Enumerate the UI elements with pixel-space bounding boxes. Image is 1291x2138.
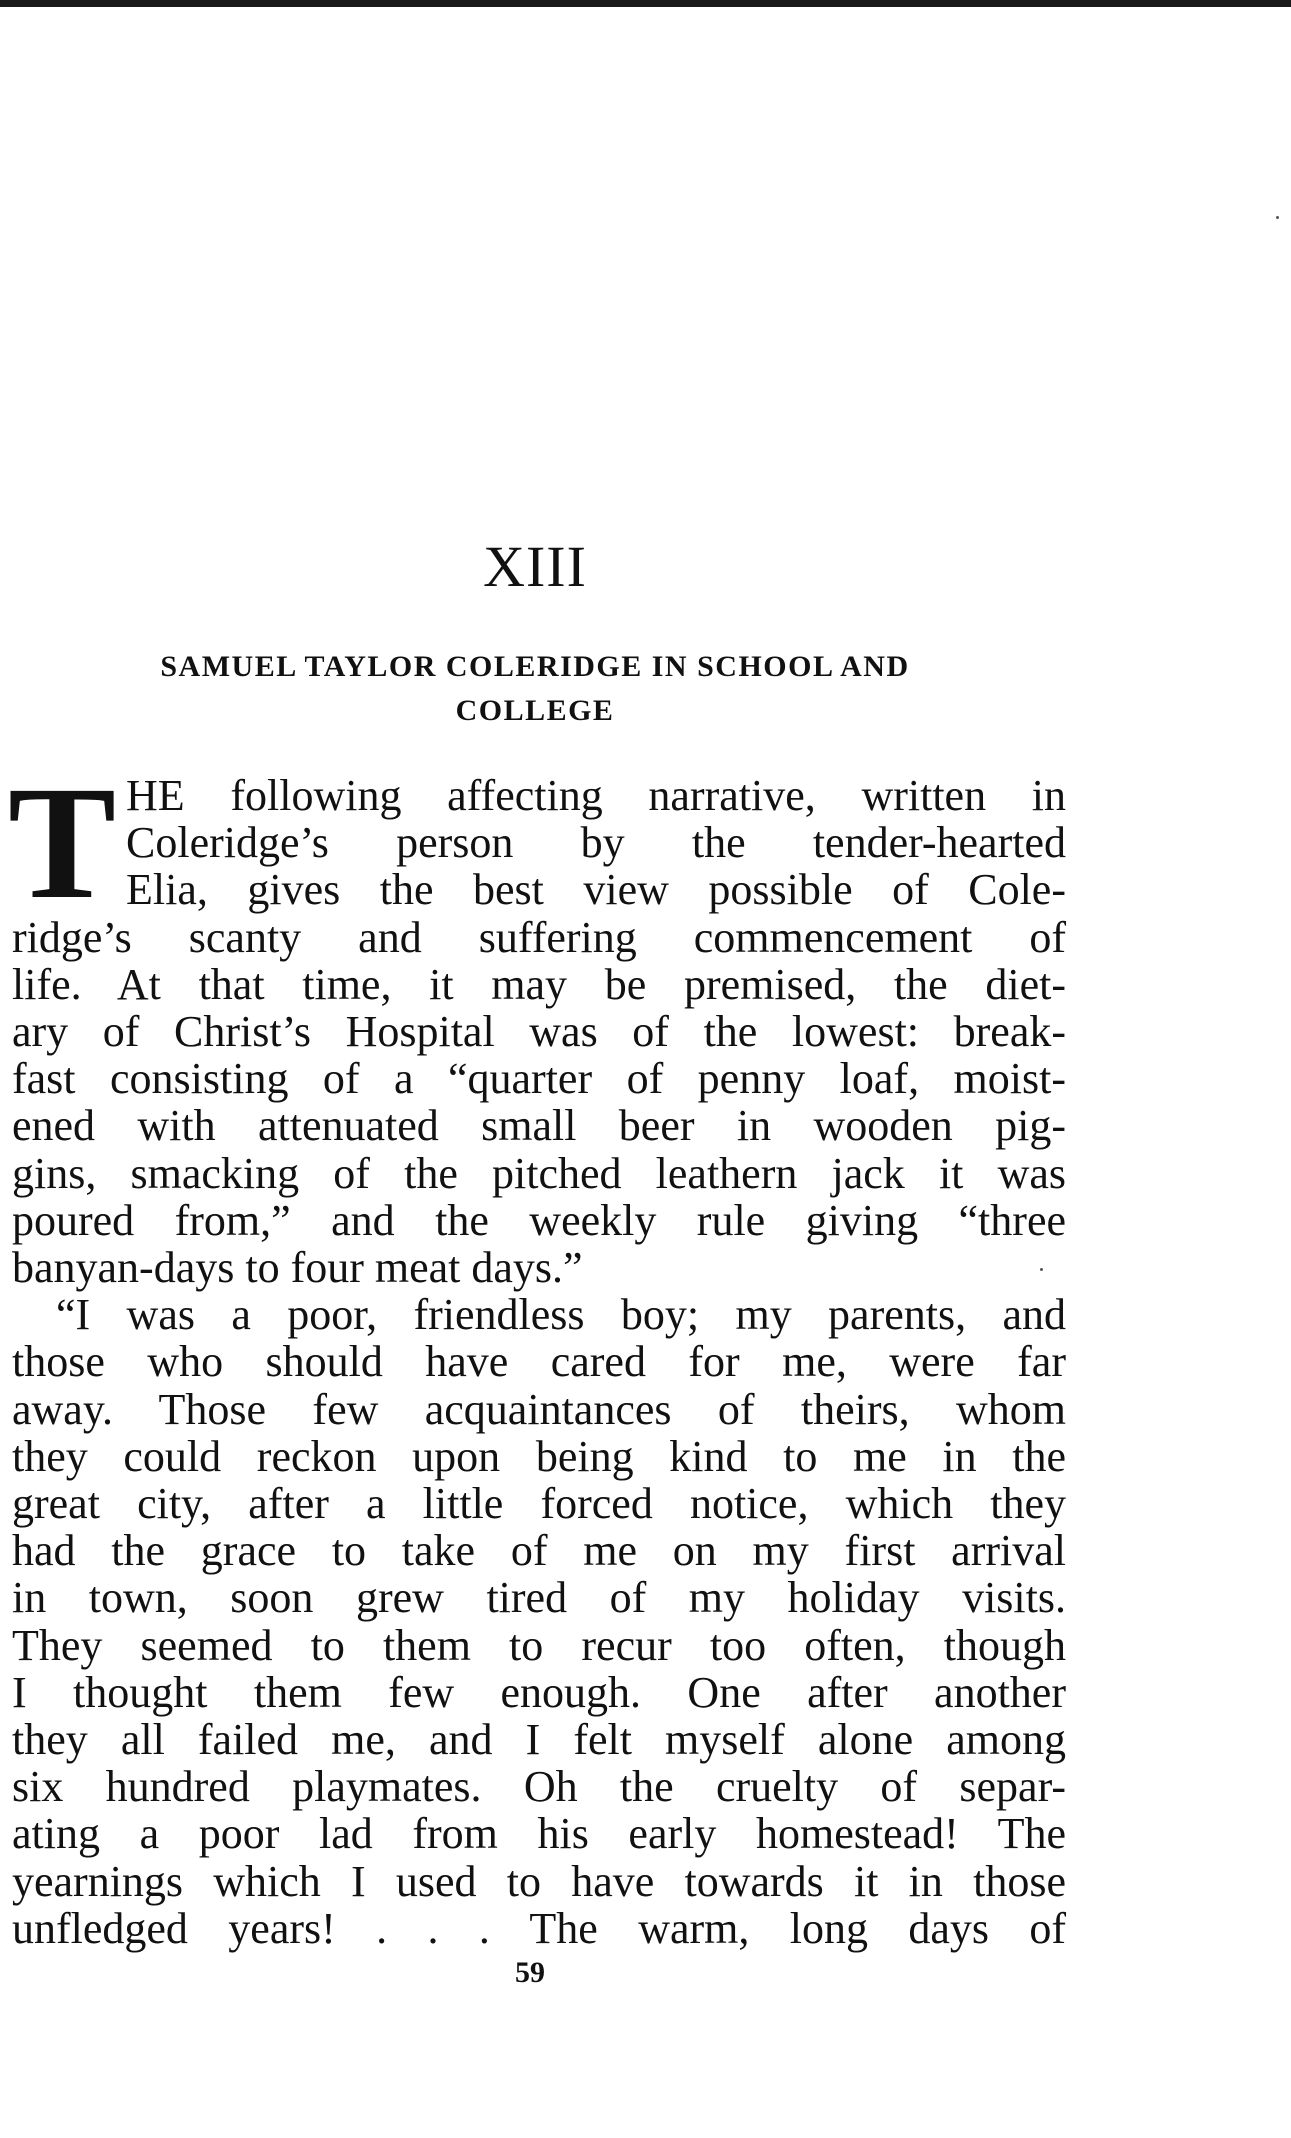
chapter-number: XIII	[483, 534, 587, 599]
text-line: Elia, gives the best view possible of Cole-	[126, 865, 1066, 915]
top-rule	[0, 0, 1291, 7]
text-line: in town, soon grew tired of my holiday visits.	[12, 1573, 1066, 1623]
text-line: I thought them few enough. One after another	[12, 1667, 1066, 1717]
body-text	[12, 772, 1066, 1952]
text-line: They seemed to them to recur too often, though	[12, 1620, 1066, 1670]
chapter-title-line-1: SAMUEL TAYLOR COLERIDGE IN SCHOOL AND	[160, 650, 910, 683]
drop-cap: T	[8, 754, 117, 933]
text-line: ary of Christ’s Hospital was of the lowest: break-	[12, 1007, 1066, 1057]
text-line: gins, smacking of the pitched leathern jack it was	[12, 1148, 1066, 1198]
text-line: yearnings which I used to have towards it in those	[12, 1856, 1066, 1906]
text-line: those who should have cared for me, were far	[12, 1337, 1066, 1387]
text-line: HE following affecting narrative, written in	[126, 771, 1066, 820]
text-line: ridge’s scanty and suffering commencement of	[12, 912, 1066, 962]
text-line: had the grace to take of me on my first arrival	[12, 1526, 1066, 1576]
text-line: banyan-days to four meat days.”	[12, 1243, 583, 1293]
text-line: life. At that time, it may be premised, the diet-	[12, 959, 1066, 1009]
scan-speck	[1276, 216, 1279, 219]
page-number: 59	[515, 1956, 545, 1989]
text-line: fast consisting of a “quarter of penny loaf, moist-	[12, 1054, 1066, 1104]
text-line: great city, after a little forced notice, which they	[12, 1479, 1066, 1529]
text-line: poured from,” and the weekly rule giving “three	[12, 1195, 1066, 1245]
text-line: they could reckon upon being kind to me in the	[12, 1431, 1066, 1481]
chapter-title	[60, 645, 1010, 733]
text-line: six hundred playmates. Oh the cruelty of separ-	[12, 1762, 1066, 1812]
text-line: they all failed me, and I felt myself alone among	[12, 1715, 1066, 1765]
text-line: away. Those few acquaintances of theirs, whom	[12, 1384, 1066, 1434]
text-line: unfledged years! . . . The warm, long days of	[12, 1903, 1066, 1953]
chapter-title-line-2: COLLEGE	[455, 694, 615, 727]
text-line: “I was a poor, friendless boy; my parents, and	[56, 1290, 1066, 1340]
text-line: Coleridge’s person by the tender-hearted	[126, 818, 1066, 868]
text-line: ened with attenuated small beer in wooden pig-	[12, 1101, 1066, 1151]
text-line: ating a poor lad from his early homestead! The	[12, 1809, 1066, 1859]
